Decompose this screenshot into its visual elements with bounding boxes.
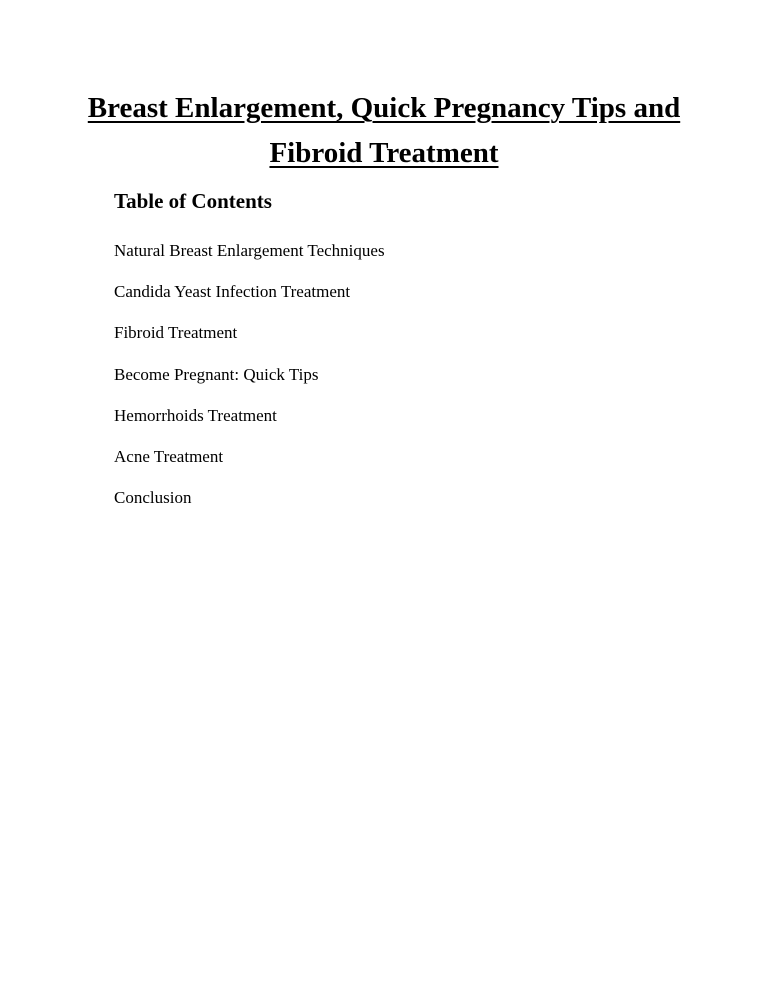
toc-item-become-pregnant[interactable]: Become Pregnant: Quick Tips <box>114 364 319 384</box>
document-title: Breast Enlargement, Quick Pregnancy Tips and Fibroid Treatment <box>87 92 681 169</box>
toc-heading: Table of Contents <box>114 189 272 213</box>
toc-item-candida-treatment[interactable]: Candida Yeast Infection Treatment <box>114 282 351 302</box>
toc-item-acne-treatment[interactable]: Acne Treatment <box>114 446 224 466</box>
toc-list <box>114 238 385 526</box>
toc-item-conclusion[interactable]: Conclusion <box>114 488 192 508</box>
toc-item-breast-enlargement[interactable]: Natural Breast Enlargement Techniques <box>114 241 385 260</box>
toc-item-fibroid-treatment[interactable]: Fibroid Treatment <box>114 323 238 343</box>
toc-item-hemorrhoids-treatment[interactable]: Hemorrhoids Treatment <box>114 405 277 425</box>
